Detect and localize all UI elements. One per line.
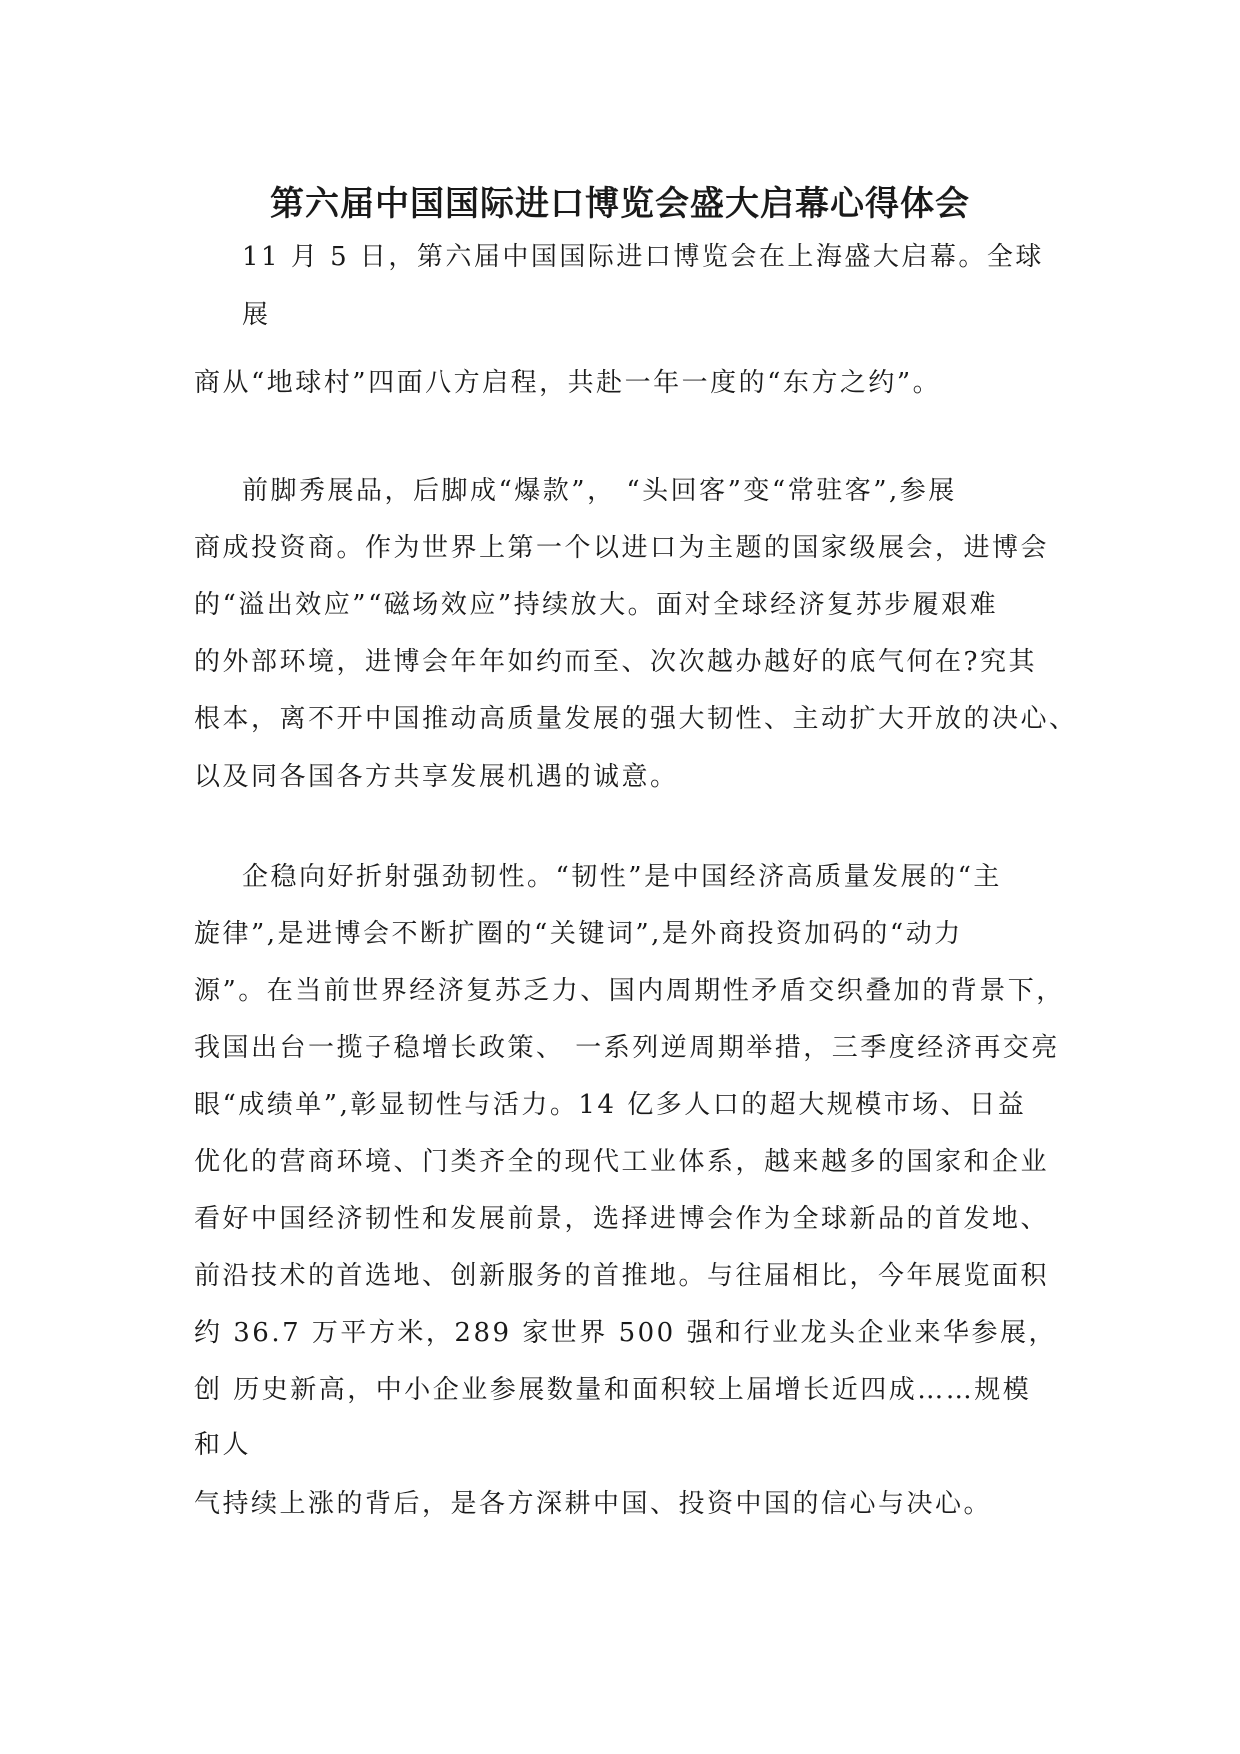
paragraph-line: 以及同各国各方共享发展机遇的诚意。: [194, 762, 679, 792]
paragraph-line: 优化的营商环境、门类齐全的现代工业体系，越来越多的国家和企业: [194, 1147, 1050, 1177]
paragraph-line: 看好中国经济韧性和发展前景，选择进博会作为全球新品的首发地、: [194, 1204, 1050, 1234]
paragraph-line: 的“溢出效应”“磁场效应”持续放大。面对全球经济复苏步履艰难: [194, 590, 999, 620]
paragraph-line: 旋律”,是进博会不断扩圈的“关键词”,是外商投资加码的“动力: [194, 919, 963, 949]
paragraph-line: 创 历史新高，中小企业参展数量和面积较上届增长近四成……规模: [194, 1375, 1032, 1405]
paragraph-line: 前脚秀展品，后脚成“爆款”， “头回客”变“常驻客”,参展: [242, 476, 957, 506]
paragraph-line: 根本，离不开中国推动高质量发展的强大韧性、主动扩大开放的决心、: [194, 704, 1078, 734]
paragraph-line: 源”。在当前世界经济复苏乏力、国内周期性矛盾交织叠加的背景下，: [194, 976, 1065, 1006]
paragraph-line: 商成投资商。作为世界上第一个以进口为主题的国家级展会，进博会: [194, 533, 1050, 563]
paragraph-line: 我国出台一揽子稳增长政策、 一系列逆周期举措，三季度经济再交亮: [194, 1033, 1060, 1063]
paragraph-line: 的外部环境，进博会年年如约而至、次次越办越好的底气何在?究其: [194, 647, 1037, 677]
paragraph-line: 展: [242, 300, 271, 330]
paragraph-line: 和人: [194, 1430, 252, 1460]
paragraph-line: 气持续上涨的背后，是各方深耕中国、投资中国的信心与决心。: [194, 1489, 993, 1519]
paragraph-line: 商从“地球村”四面八方启程，共赴一年一度的“东方之约”。: [194, 368, 942, 398]
paragraph-line: 11 月 5 日，第六届中国国际进口博览会在上海盛大启幕。全球: [242, 242, 1044, 272]
paragraph-line: 约 36.7 万平方米，289 家世界 500 强和行业龙头企业来华参展，: [194, 1318, 1057, 1348]
paragraph-line: 前沿技术的首选地、创新服务的首推地。与往届相比，今年展览面积: [194, 1261, 1050, 1291]
paragraph-line: 眼“成绩单”,彰显韧性与活力。14 亿多人口的超大规模市场、日益: [194, 1090, 1027, 1120]
paragraph-line: 企稳向好折射强劲韧性。“韧性”是中国经济高质量发展的“主: [242, 862, 1002, 892]
document-title: 第六届中国国际进口博览会盛大启幕心得体会: [270, 184, 970, 224]
